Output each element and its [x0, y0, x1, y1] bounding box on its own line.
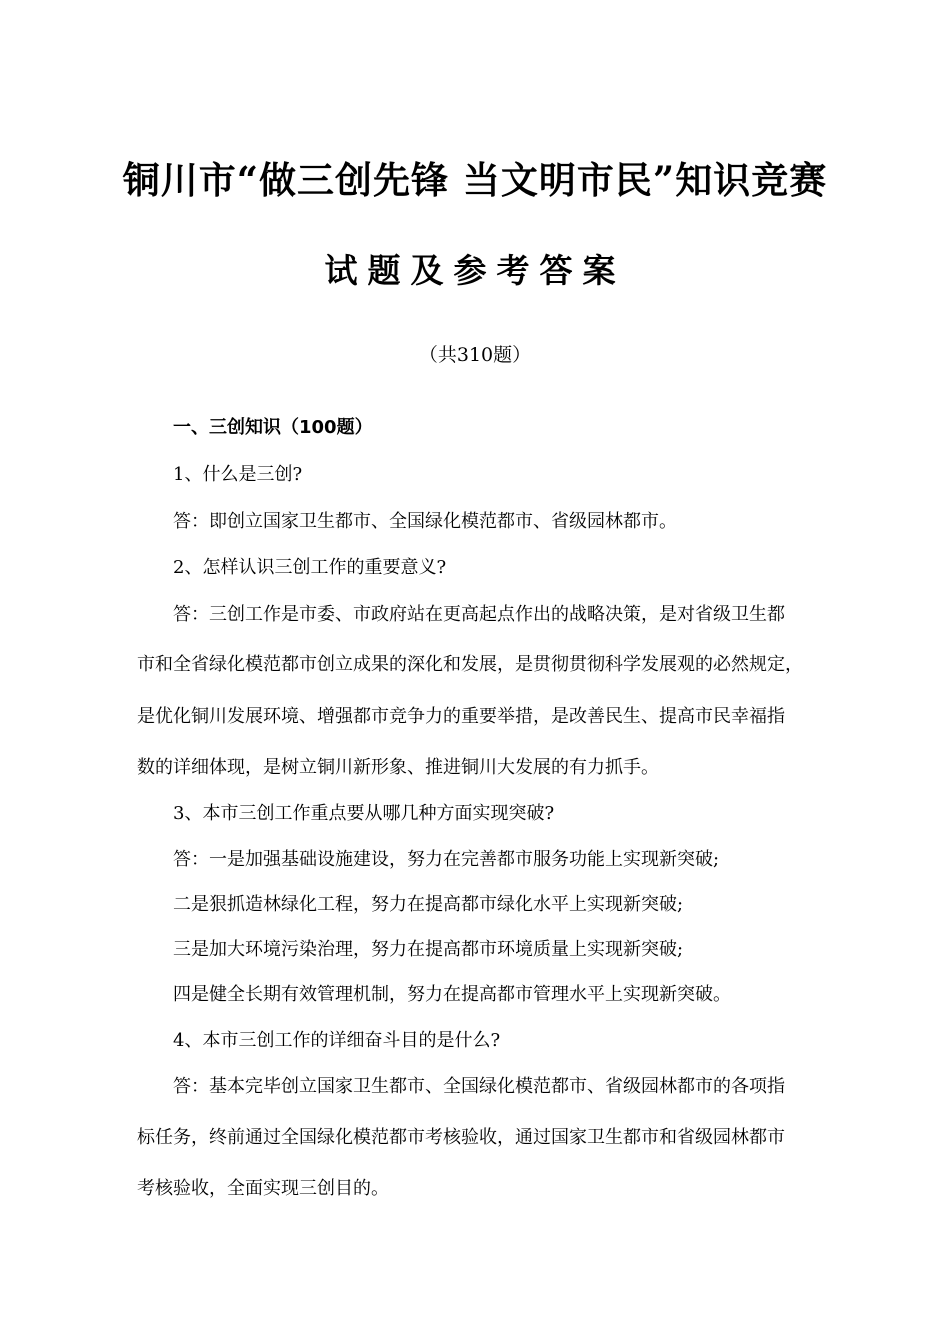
answer-1: 答：即创立国家卫生都市、全国绿化模范都市、省级园林都市。: [173, 511, 677, 532]
answer-2-line: 答：三创工作是市委、市政府站在更高起点作出的战略决策，是对省级卫生都: [173, 604, 785, 625]
section-heading: 一、三创知识（100题）: [173, 417, 373, 438]
question-2: 2、怎样认识三创工作的重要意义?: [173, 557, 447, 578]
answer-4-line: 考核验收，全面实现三创目的。: [137, 1178, 389, 1199]
question-1: 1、什么是三创?: [173, 464, 303, 485]
question-count: （共310题）: [418, 344, 532, 366]
answer-3-line: 四是健全长期有效管理机制，努力在提高都市管理水平上实现新突破。: [173, 984, 731, 1005]
question-4: 4、本市三创工作的详细奋斗目的是什么?: [173, 1030, 501, 1051]
answer-2-line: 是优化铜川发展环境、增强都市竞争力的重要举措，是改善民生、提高市民幸福指: [137, 706, 785, 727]
answer-3-line: 二是狠抓造林绿化工程，努力在提高都市绿化水平上实现新突破;: [173, 894, 684, 915]
question-3: 3、本市三创工作重点要从哪几种方面实现突破?: [173, 803, 555, 824]
answer-3-line: 答：一是加强基础设施建设，努力在完善都市服务功能上实现新突破;: [173, 849, 720, 870]
document-subtitle-title: 试题及参考答案: [324, 251, 626, 290]
answer-4-line: 标任务，终前通过全国绿化模范都市考核验收，通过国家卫生都市和省级园林都市: [137, 1127, 785, 1148]
answer-2-line: 数的详细体现，是树立铜川新形象、推进铜川大发展的有力抓手。: [137, 757, 659, 778]
answer-2-line: 市和全省绿化模范都市创立成果的深化和发展，是贯彻贯彻科学发展观的必然规定，: [137, 654, 803, 675]
answer-4-line: 答：基本完毕创立国家卫生都市、全国绿化模范都市、省级园林都市的各项指: [173, 1076, 785, 1097]
answer-3-line: 三是加大环境污染治理，努力在提高都市环境质量上实现新突破;: [173, 939, 684, 960]
document-title: 铜川市“做三创先锋 当文明市民”知识竞赛: [122, 158, 828, 202]
